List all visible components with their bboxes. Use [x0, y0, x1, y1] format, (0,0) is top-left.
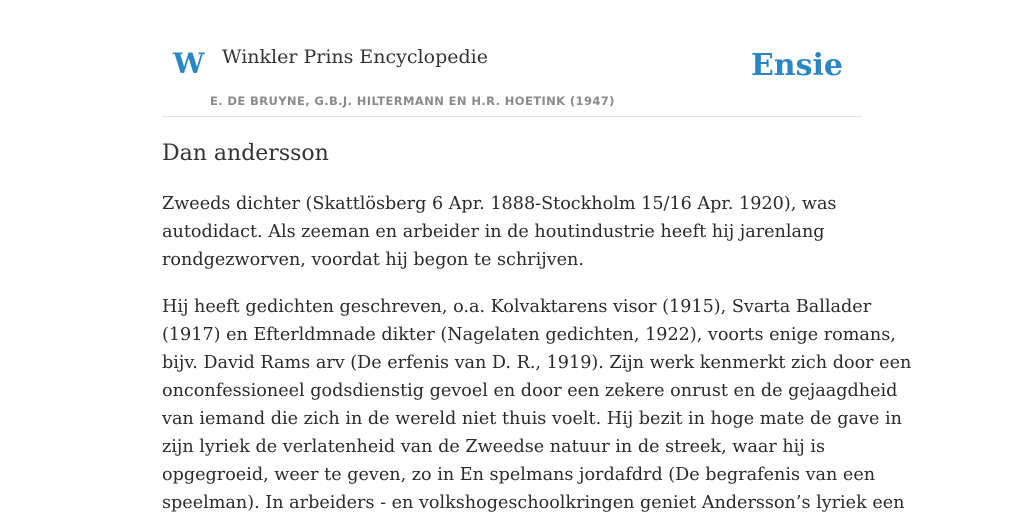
- paragraph-line: onconfessioneel godsdienstig gevoel en door een zekere onrust en de gejaagdheid: [162, 381, 898, 401]
- paragraph-1: [162, 190, 862, 274]
- paragraph-line: zijn lyriek de verlatenheid van de Zweedse natuur in de streek, waar hij is: [162, 437, 826, 457]
- brand-logo[interactable]: Ensie: [750, 48, 843, 83]
- source-title[interactable]: Winkler Prins Encyclopedie: [222, 46, 488, 68]
- paragraph-line: (1917) en Efterldmnade dikter (Nagelaten gedichten, 1922), voorts enige romans,: [162, 325, 896, 345]
- source-authors: E. DE BRUYNE, G.B.J. HILTERMANN EN H.R. HOETINK (1947): [210, 94, 615, 108]
- article-title: Dan andersson: [162, 141, 329, 166]
- paragraph-2: [162, 293, 912, 512]
- paragraph-line: bijv. David Rams arv (De erfenis van D. R., 1919). Zijn werk kenmerkt zich door een: [162, 353, 912, 373]
- paragraph-line: opgegroeid, weer te geven, zo in En spelmans jordafdrd (De begrafenis van een: [162, 465, 876, 485]
- paragraph-line: autodidact. Als zeeman en arbeider in de houtindustrie heeft hij jarenlang: [162, 222, 825, 242]
- paragraph-line: Hij heeft gedichten geschreven, o.a. Kolvaktarens visor (1915), Svarta Ballader: [162, 297, 872, 317]
- source-logo-icon[interactable]: W: [173, 47, 205, 80]
- source-header: [162, 0, 862, 117]
- article: [162, 138, 912, 512]
- paragraph-line: Zweeds dichter (Skattlösberg 6 Apr. 1888-Stockholm 15/16 Apr. 1920), was: [162, 194, 837, 214]
- paragraph-line: van iemand die zich in de wereld niet thuis voelt. Hij bezit in hoge mate de gave in: [162, 409, 902, 429]
- paragraph-line: rondgezworven, voordat hij begon te schrijven.: [162, 250, 584, 270]
- paragraph-line: speelman). In arbeiders - en volkshogeschoolkringen geniet Andersson’s lyriek een: [162, 493, 905, 512]
